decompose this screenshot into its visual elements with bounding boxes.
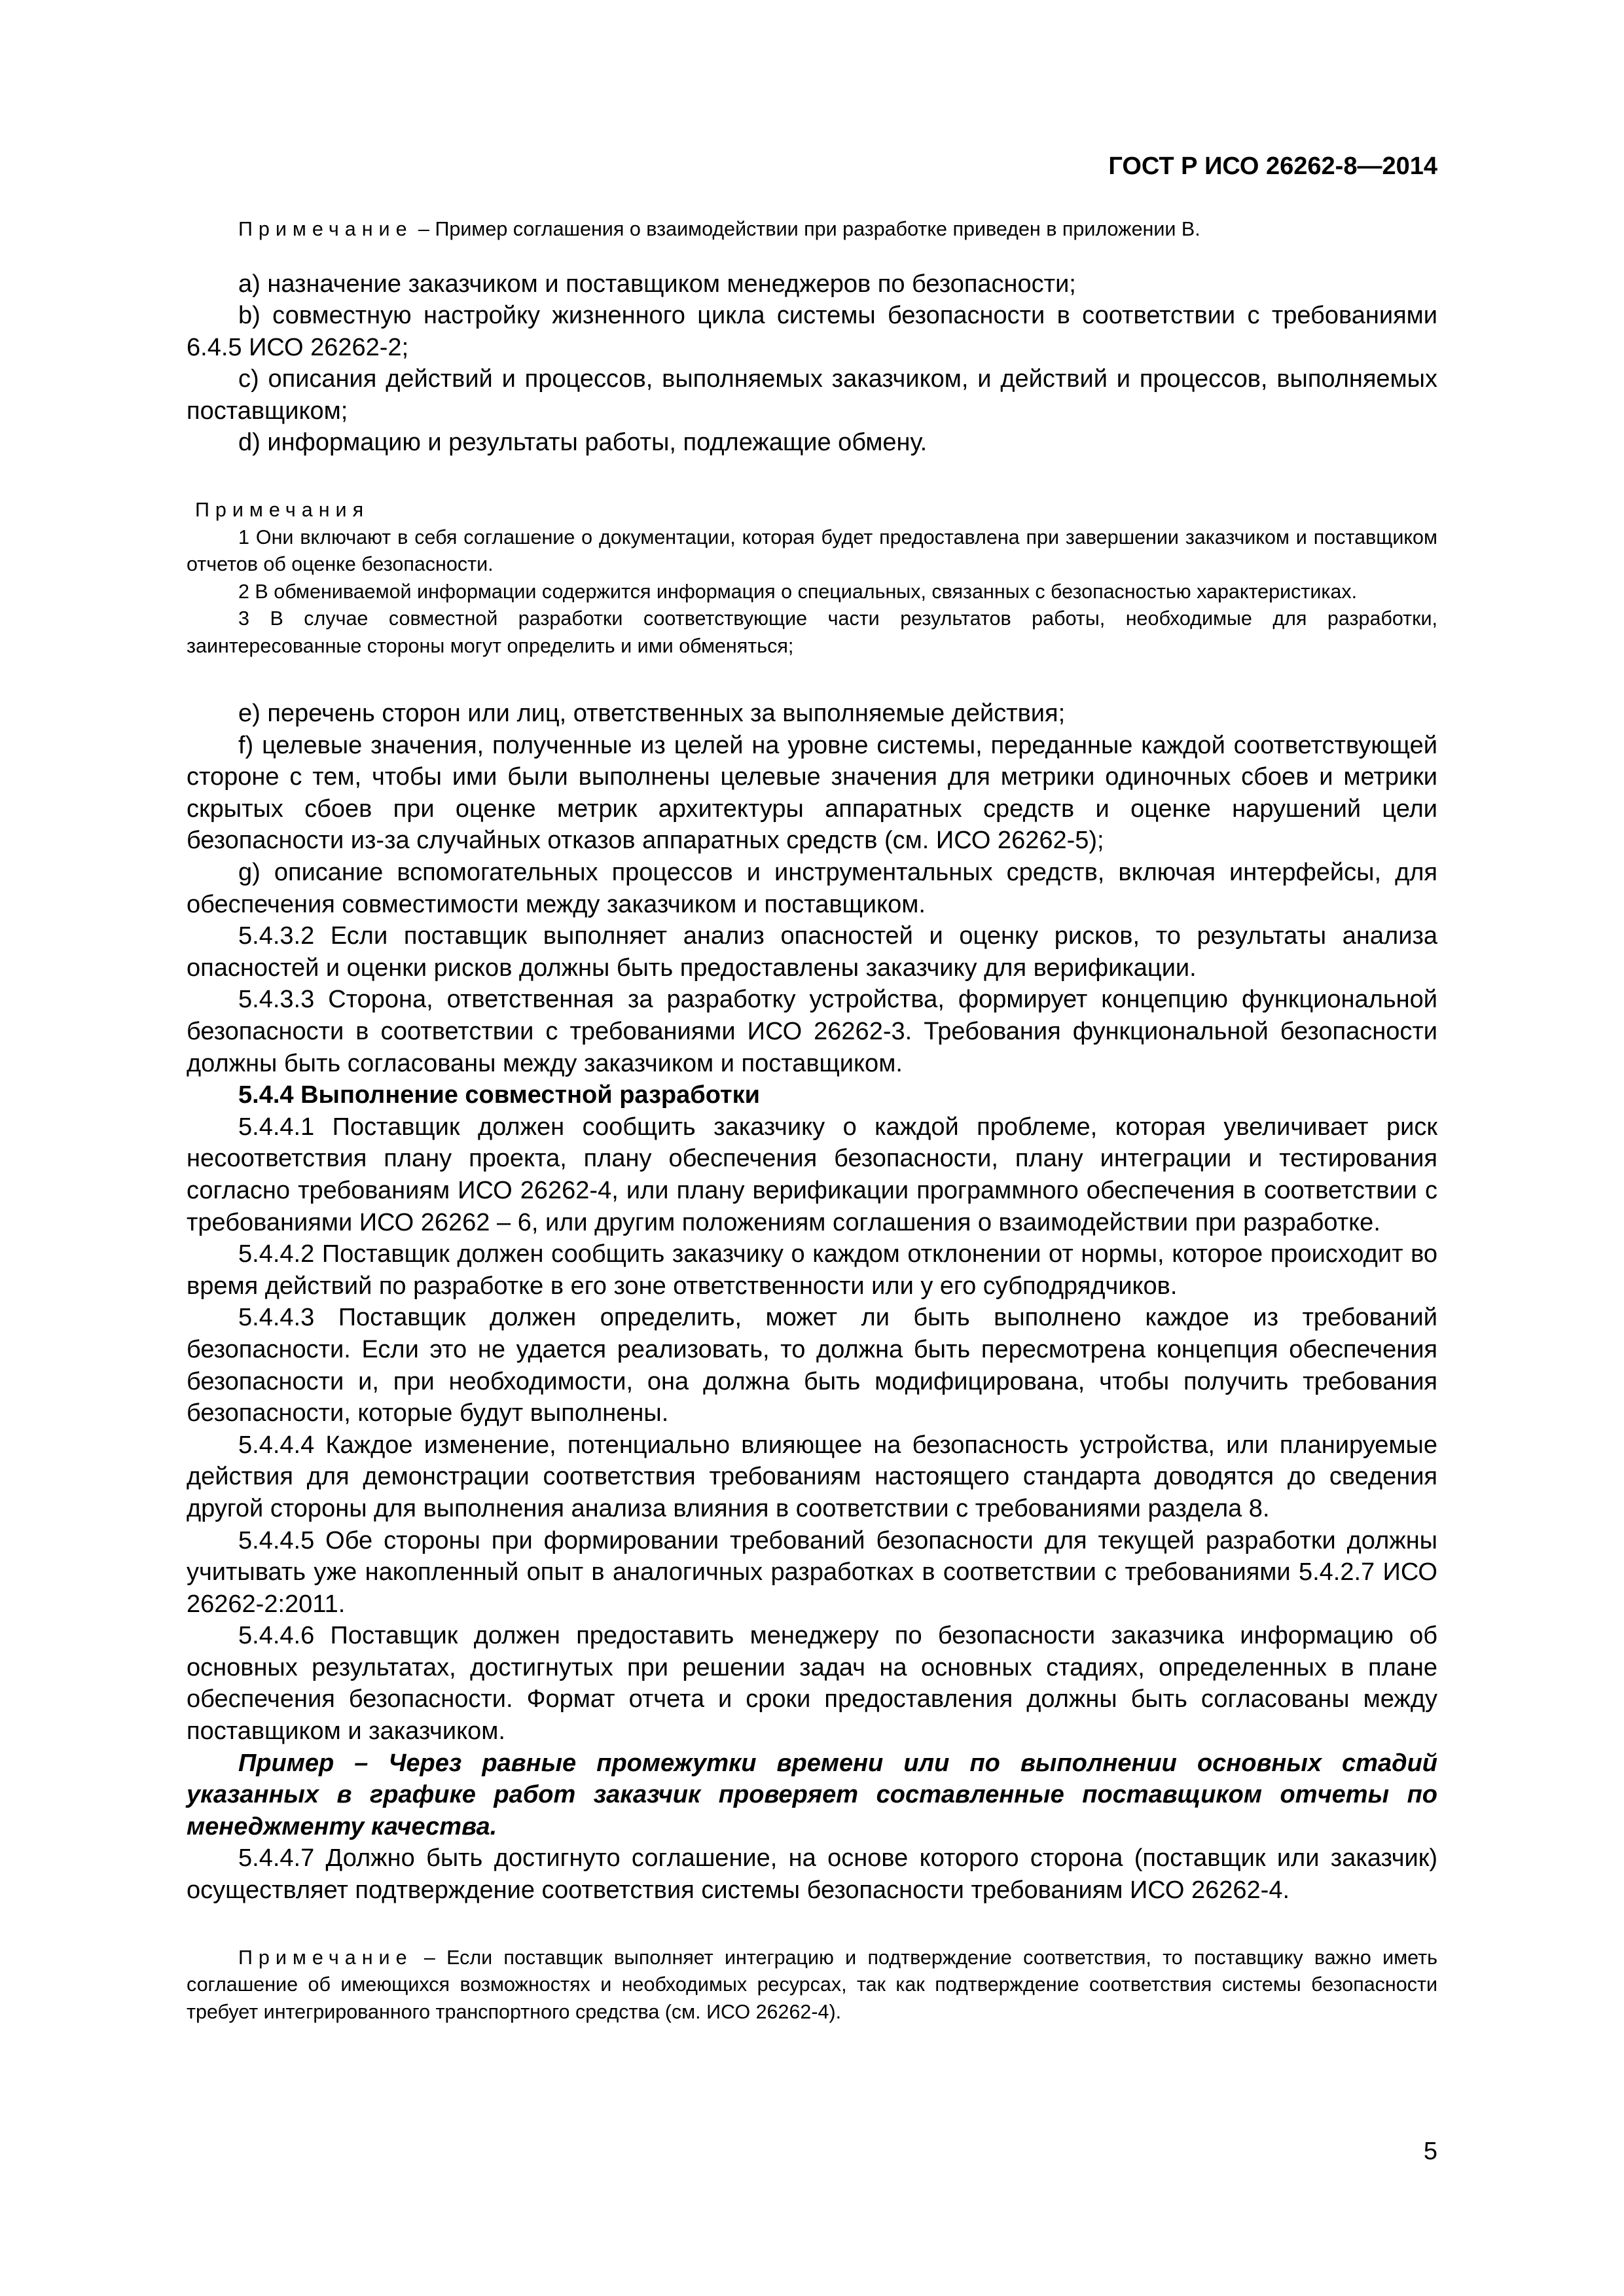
list-item-g: g) описание вспомогательных процессов и инструментальных средств, включая интерфейсы, для обеспечения совместимости между заказчиком и поставщиком.	[187, 859, 1437, 918]
clause-5-4-4-6: 5.4.4.6 Поставщик должен предоставить менеджеру по безопасности заказчика информацию об основных результатах, достигнутых при решении задач на основных стадиях, определенных в плане обеспечения безопасности. Формат отчета и сроки предоставления должны быть согласованы между поставщиком и заказчиком.	[187, 1622, 1437, 1746]
list-item-f: f) целевые значения, полученные из целей на уровне системы, переданные каждой соответствующей стороне с тем, чтобы ими были выполнены целевые значения для метрики одиночных сбоев и метрики скрытых сбоев при оценке метрик архитектуры аппаратных средств и оценке нарушений цели безопасности из-за случайных отказов аппаратных средств (см. ИСО 26262-5);	[187, 731, 1437, 855]
clause-5-4-4-2: 5.4.4.2 Поставщик должен сообщить заказчику о каждом отклонении от нормы, которое происходит во время действий по разработке в его зоне ответственности или у его субподрядчиков.	[187, 1240, 1437, 1300]
clause-5-4-3-2: 5.4.3.2 Если поставщик выполняет анализ опасностей и оценку рисков, то результаты анализа опасностей и оценки рисков должны быть предоставлены заказчику для верификации.	[187, 922, 1437, 982]
page-number: 5	[1423, 2138, 1437, 2165]
note-text: – Если поставщик выполняет интеграцию и подтверждение соответствия, то поставщику важно иметь соглашение об имеющихся возможностях и необходимых ресурсах, так как подтверждение соответствия системы безопасности требует интегрированного транспортного средства (см. ИСО 26262-4).	[187, 1946, 1437, 2023]
spacer	[187, 660, 1437, 698]
notes-heading: Примечания	[195, 499, 370, 522]
spacer	[187, 1907, 1437, 1945]
spacer	[187, 243, 1437, 268]
note-label: Примечание	[238, 1946, 413, 1969]
note-label: Примечание	[238, 218, 413, 240]
note-integration	[187, 1945, 1437, 2026]
list-item-e: e) перечень сторон или лиц, ответственных за выполняемые действия;	[238, 700, 1066, 728]
clause-5-4-4-1: 5.4.4.1 Поставщик должен сообщить заказчику о каждой проблеме, которая увеличивает риск несоответствия плану проекта, плану обеспечения безопасности, плану интеграции и тестирования согласно требованиям ИСО 26262-4, или плану верификации программного обеспечения в соответствии с требованиями ИСО 26262 – 6, или другим положениям соглашения о взаимодействии при разработке.	[187, 1113, 1437, 1236]
clause-5-4-4-7: 5.4.4.7 Должно быть достигнуто соглашение, на основе которого сторона (поставщик или заказчик) осуществляет подтверждение соответствия системы безопасности требованиям ИСО 26262-4.	[187, 1844, 1437, 1905]
clause-5-4-3-3: 5.4.3.3 Сторона, ответственная за разработку устройства, формирует концепцию функциональной безопасности в соответствии с требованиями ИСО 26262-3. Требования функциональной безопасности должны быть согласованы между заказчиком и поставщиком.	[187, 986, 1437, 1077]
note-item-1: 1 Они включают в себя соглашение о документации, которая будет предоставлена при завершении заказчиком и поставщиком отчетов об оценке безопасности.	[187, 526, 1437, 576]
list-item-a: a) назначение заказчиком и поставщиком менеджеров по безопасности;	[238, 270, 1076, 298]
list-item-d: d) информацию и результаты работы, подлежащие обмену.	[238, 429, 928, 457]
clause-5-4-4-4: 5.4.4.4 Каждое изменение, потенциально влияющее на безопасность устройства, или планируемые действия для демонстрации соответствия требованиям настоящего стандарта доводятся до сведения другой стороны для выполнения анализа влияния в соответствии с требованиями раздела 8.	[187, 1431, 1437, 1522]
document-code-header: ГОСТ Р ИСО 26262-8—2014	[1108, 152, 1437, 180]
note-reference-appendix	[187, 216, 1437, 243]
list-item-c: c) описания действий и процессов, выполняемых заказчиком, и действий и процессов, выполняемых поставщиком;	[187, 365, 1437, 425]
note-item-3: 3 В случае совместной разработки соответствующие части результатов работы, необходимые для разработки, заинтересованные стороны могут определить и ими обменяться;	[187, 607, 1437, 657]
clause-5-4-4-5: 5.4.4.5 Обе стороны при формировании требований безопасности для текущей разработки должны учитывать уже накопленный опыт в аналогичных разработках в соответствии с требованиями 5.4.2.7 ИСО 26262-2:2011.	[187, 1526, 1437, 1618]
page-body	[187, 216, 1437, 2026]
section-heading: 5.4.4 Выполнение совместной разработки	[238, 1081, 760, 1109]
list-item-b: b) совместную настройку жизненного цикла системы безопасности в соответствии с требованиями 6.4.5 ИСО 26262-2;	[187, 302, 1437, 361]
clause-5-4-4-3: 5.4.4.3 Поставщик должен определить, может ли быть выполнено каждое из требований безопасности. Если это не удается реализовать, то должна быть пересмотрена концепция обеспечения безопасности и, при необходимости, она должна быть модифицирована, чтобы получить требования безопасности, которые будут выполнены.	[187, 1304, 1437, 1427]
spacer	[187, 459, 1437, 497]
note-item-2: 2 В обмениваемой информации содержится информация о специальных, связанных с безопасностью характеристиках.	[238, 580, 1358, 603]
example-paragraph: Пример – Через равные промежутки времени или по выполнении основных стадий указанных в графике работ заказчик проверяет составленные поставщиком отчеты по менеджменту качества.	[187, 1749, 1437, 1840]
note-text: – Пример соглашения о взаимодействии при разработке приведен в приложении В.	[418, 218, 1200, 240]
